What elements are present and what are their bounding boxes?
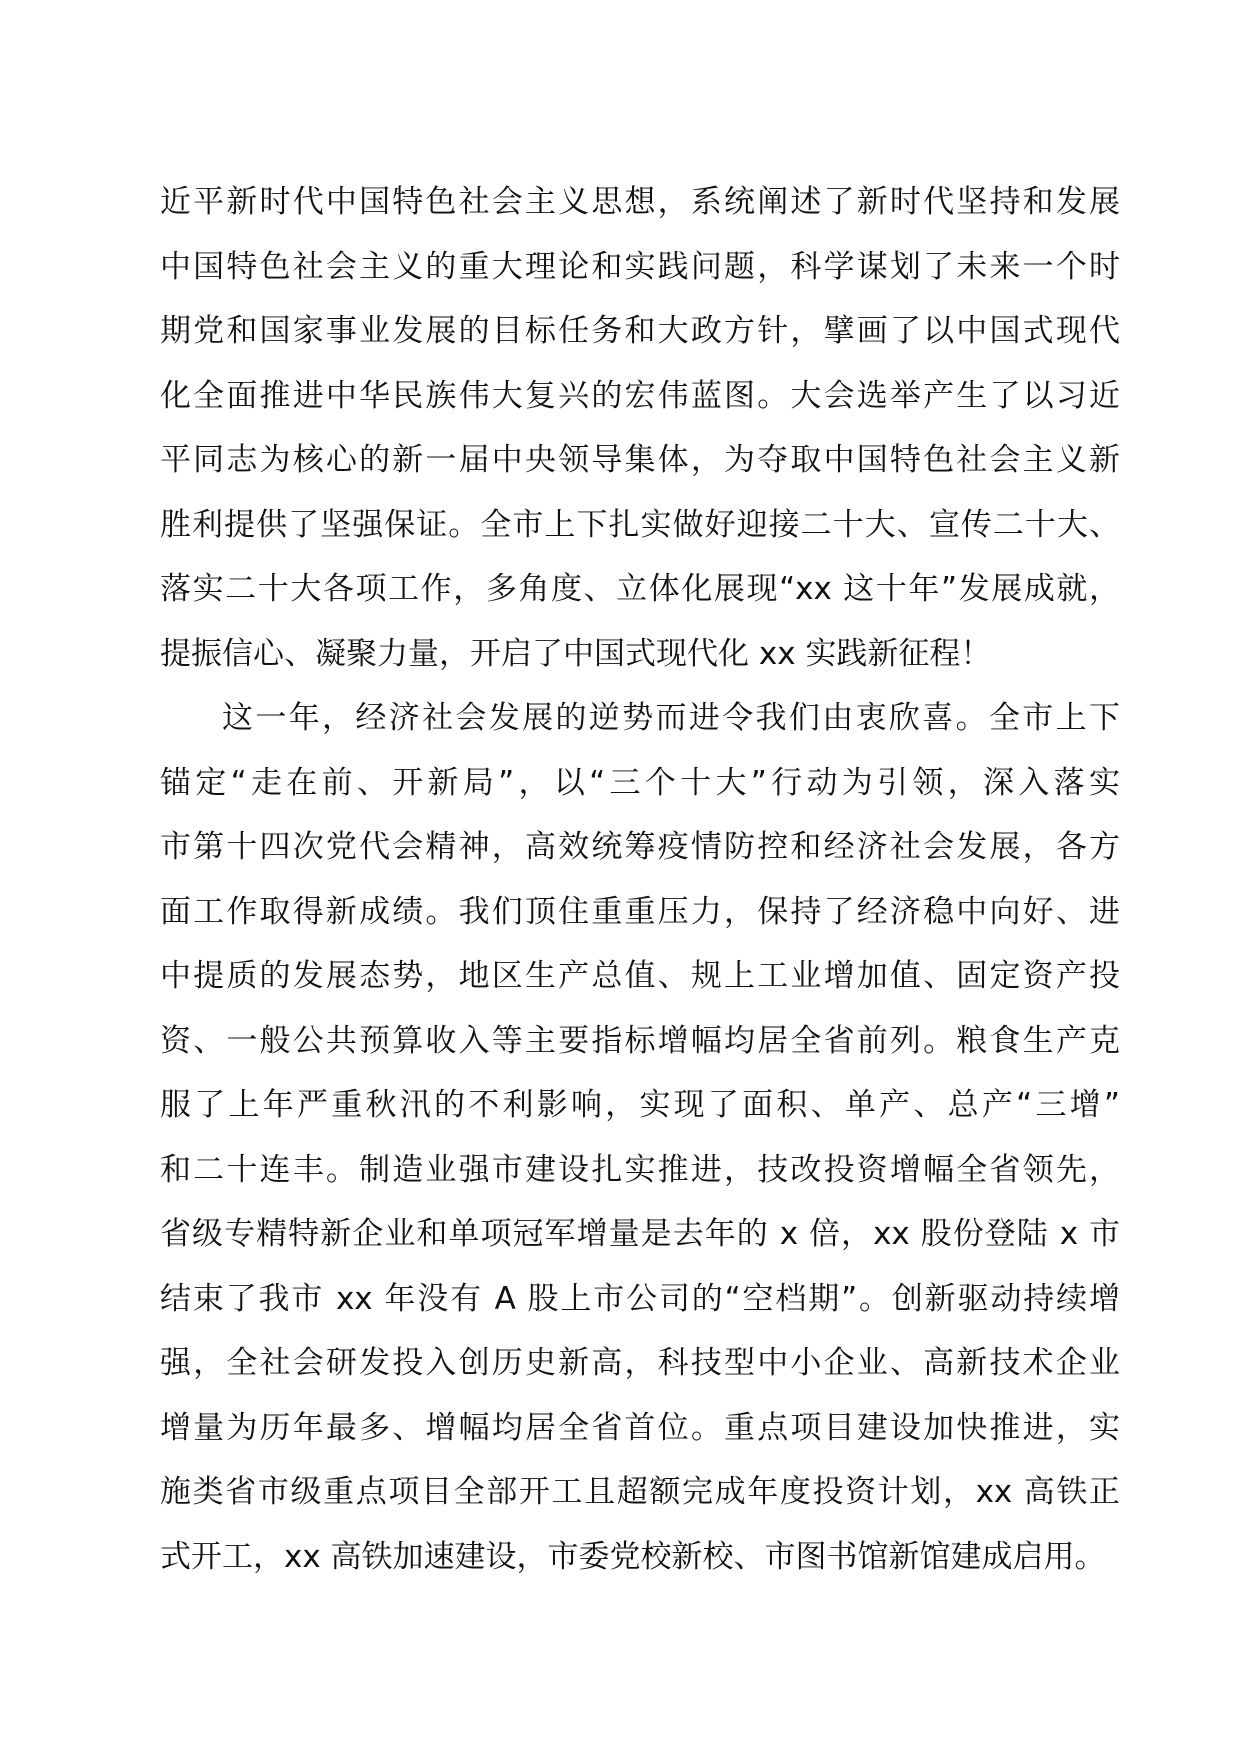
text-line: 和二十连丰。制造业强市建设扎实推进，技改投资增幅全省领先， (160, 1151, 1120, 1188)
text-line: 增量为历年最多、增幅均居全省首位。重点项目建设加快推进，实 (160, 1409, 1120, 1446)
text-line: 结束了我市 xx 年没有 A 股上市公司的“空档期”。创新驱动持续增 (160, 1280, 1120, 1317)
text-line: 面工作取得新成绩。我们顶住重重压力，保持了经济稳中向好、进 (160, 893, 1120, 930)
paragraph-2 (160, 686, 1120, 1589)
text-line: 锚定“走在前、开新局”，以“三个十大”行动为引领，深入落实 (160, 764, 1120, 801)
document-body (160, 170, 1120, 1589)
text-line: 近平新时代中国特色社会主义思想，系统阐述了新时代坚持和发展 (160, 184, 1120, 220)
text-line: 期党和国家事业发展的目标任务和大政方针，擘画了以中国式现代 (160, 313, 1120, 349)
text-line: 提振信心、凝聚力量，开启了中国式现代化 xx 实践新征程！ (160, 635, 992, 672)
text-line: 落实二十大各项工作，多角度、立体化展现“xx 这十年”发展成就， (160, 571, 1120, 607)
text-line: 施类省市级重点项目全部开工且超额完成年度投资计划，xx 高铁正 (160, 1474, 1120, 1510)
paragraph-1 (160, 170, 1120, 686)
text-line: 强，全社会研发投入创历史新高，科技型中小企业、高新技术企业 (160, 1345, 1120, 1381)
text-line: 化全面推进中华民族伟大复兴的宏伟蓝图。大会选举产生了以习近 (160, 377, 1120, 414)
text-line: 平同志为核心的新一届中央领导集体，为夺取中国特色社会主义新 (160, 442, 1120, 478)
text-line: 中国特色社会主义的重大理论和实践问题，科学谋划了未来一个时 (160, 248, 1120, 285)
text-line: 省级专精特新企业和单项冠军增量是去年的 x 倍，xx 股份登陆 x 市 (160, 1216, 1120, 1252)
text-line: 市第十四次党代会精神，高效统筹疫情防控和经济社会发展，各方 (160, 829, 1120, 865)
text-line: 胜利提供了坚强保证。全市上下扎实做好迎接二十大、宣传二十大、 (160, 506, 1120, 543)
text-line: 式开工，xx 高铁加速建设，市委党校新校、市图书馆新馆建成启用。 (160, 1538, 1106, 1575)
text-line: 这一年，经济社会发展的逆势而进令我们由衷欣喜。全市上下 (222, 700, 1120, 736)
text-line: 中提质的发展态势，地区生产总值、规上工业增加值、固定资产投 (160, 958, 1120, 994)
text-line: 服了上年严重秋汛的不利影响，实现了面积、单产、总产“三增” (160, 1087, 1120, 1123)
text-line: 资、一般公共预算收入等主要指标增幅均居全省前列。粮食生产克 (160, 1022, 1120, 1059)
